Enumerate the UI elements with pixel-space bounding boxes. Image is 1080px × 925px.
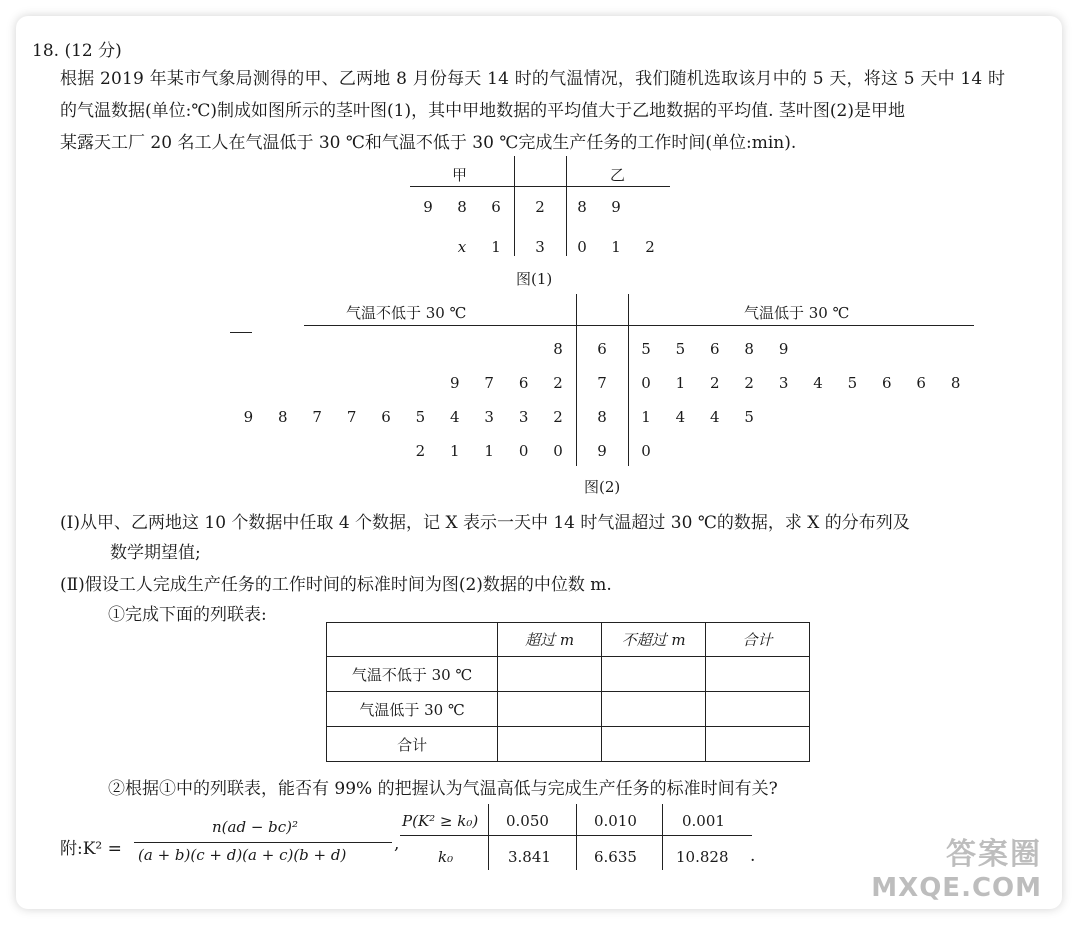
cv-divider-3 xyxy=(662,804,663,870)
leaf-right: 5 xyxy=(744,408,754,426)
p-row-label: P(K² ≥ k₀) xyxy=(402,812,479,830)
table-header-cell: 不超过 m xyxy=(602,623,706,657)
leaf-left: 6 xyxy=(381,408,391,426)
part2-line-1: (Ⅱ)假设工人完成生产任务的工作时间的标准时间为图(2)数据的中位数 m. xyxy=(60,575,612,595)
leaf-left: 5 xyxy=(415,408,426,426)
p-value-3: 0.001 xyxy=(682,812,725,830)
leaf-right: 0 xyxy=(641,442,651,460)
leaf-right: 6 xyxy=(916,374,926,392)
leaf-right: 2 xyxy=(744,374,754,392)
leaf-left: 0 xyxy=(553,442,563,460)
table-cell xyxy=(706,727,810,762)
intro-line-2: 的气温数据(单位:℃)制成如图所示的茎叶图(1)，其中甲地数据的平均值大于乙地数据的平均值. 茎叶图(2)是甲地 xyxy=(60,101,905,121)
problem-heading xyxy=(32,36,122,61)
fig1-caption: 图(1) xyxy=(516,270,553,288)
table-row xyxy=(327,727,810,762)
leaf-left: 8 xyxy=(278,408,288,426)
fig1-left-header: 甲 xyxy=(452,166,468,184)
fig2-divider-right xyxy=(628,294,629,466)
stem-value: 9 xyxy=(597,442,607,460)
table-row-label: 气温不低于 30 ℃ xyxy=(327,657,498,692)
leaf-right: 4 xyxy=(675,408,686,426)
leaf-left: 2 xyxy=(415,442,426,460)
watermark-logo xyxy=(871,829,1042,903)
fig1-divider-left xyxy=(514,156,515,256)
part1-line-2: 数学期望值; xyxy=(110,543,201,563)
leaf-right: 8 xyxy=(950,374,961,392)
table-cell xyxy=(706,692,810,727)
table-header-cell: 合计 xyxy=(706,623,810,657)
leaf-left: 8 xyxy=(553,340,563,358)
leaf-right: 4 xyxy=(813,374,823,392)
leaf-left: 4 xyxy=(450,408,460,426)
cv-divider-1 xyxy=(488,804,489,870)
leaf-right: 5 xyxy=(847,374,858,392)
leaf-right: 5 xyxy=(675,340,686,358)
table-row xyxy=(327,692,810,727)
k-row-label: k₀ xyxy=(438,848,454,866)
table-row-label: 气温低于 30 ℃ xyxy=(327,692,498,727)
leaf-right: 2 xyxy=(645,238,655,256)
part1-line-1: (Ⅰ)从甲、乙两地这 10 个数据中任取 4 个数据，记 X 表示一天中 14 时气温超过 30 ℃的数据，求 X 的分布列及 xyxy=(60,513,910,533)
k-value-1: 3.841 xyxy=(508,848,551,866)
leaf-left: 6 xyxy=(518,374,529,392)
part2-sub-1: ①完成下面的列联表: xyxy=(108,605,267,625)
p-value-1: 0.050 xyxy=(506,812,549,830)
cv-divider-2 xyxy=(576,804,577,870)
table-cell xyxy=(498,657,602,692)
fig2-left-header: 气温不低于 30 ℃ xyxy=(346,304,467,322)
fig1-header-rule xyxy=(410,186,670,187)
formula-label: 附:K² = xyxy=(60,839,122,859)
watermark-url: MXQE.COM xyxy=(871,873,1042,903)
p-value-2: 0.010 xyxy=(594,812,637,830)
table-cell xyxy=(706,657,810,692)
leaf-right: 2 xyxy=(710,374,720,392)
formula-denominator: (a + b)(c + d)(a + c)(b + d) xyxy=(138,846,347,864)
problem-points: (12 分) xyxy=(64,41,122,61)
contingency-table xyxy=(326,622,810,762)
stem-value: 6 xyxy=(597,340,607,358)
part2-sub-2: ②根据①中的列联表，能否有 99% 的把握认为气温高低与完成生产任务的标准时间有关? xyxy=(108,779,778,799)
leaf-left: x xyxy=(457,238,467,256)
k-value-2: 6.635 xyxy=(594,848,637,866)
leaf-left: 1 xyxy=(491,238,501,256)
leaf-right: 1 xyxy=(675,374,686,392)
stem-value: 8 xyxy=(597,408,607,426)
stem-value: 7 xyxy=(597,374,607,392)
table-row xyxy=(327,657,810,692)
table-row-label: 合计 xyxy=(327,727,498,762)
leaf-left: 9 xyxy=(423,198,433,216)
leaf-right: 9 xyxy=(778,340,789,358)
table-cell xyxy=(602,692,706,727)
problem-sheet xyxy=(16,16,1062,909)
leaf-right: 4 xyxy=(710,408,720,426)
leaf-right: 0 xyxy=(577,238,587,256)
fig2-header-rule xyxy=(304,325,974,326)
leaf-right: 6 xyxy=(882,374,892,392)
leaf-right: 9 xyxy=(611,198,621,216)
fig2-caption: 图(2) xyxy=(584,478,621,496)
leaf-right: 8 xyxy=(744,340,754,358)
leaf-left: 3 xyxy=(518,408,529,426)
leaf-left: 9 xyxy=(450,374,460,392)
problem-number: 18. xyxy=(32,41,60,61)
leaf-left: 7 xyxy=(484,374,494,392)
leaf-right: 1 xyxy=(611,238,621,256)
leaf-right: 0 xyxy=(641,374,651,392)
leaf-right: 8 xyxy=(577,198,587,216)
fig1-right-header: 乙 xyxy=(610,166,626,184)
table-cell xyxy=(602,727,706,762)
k-value-3: 10.828 xyxy=(676,848,729,866)
formula-numerator: n(ad − bc)² xyxy=(212,818,299,836)
stem-value: 2 xyxy=(535,198,545,216)
table-cell xyxy=(602,657,706,692)
leaf-left: 7 xyxy=(346,408,357,426)
leaf-right: 3 xyxy=(778,374,789,392)
fig2-divider-left xyxy=(576,294,577,466)
leaf-left: 0 xyxy=(518,442,529,460)
leaf-right: 1 xyxy=(641,408,651,426)
leaf-left: 9 xyxy=(243,408,254,426)
table-header-cell xyxy=(327,623,498,657)
leaf-left: 8 xyxy=(457,198,467,216)
table-header-cell: 超过 m xyxy=(498,623,602,657)
leaf-left: 2 xyxy=(553,408,563,426)
leaf-left: 1 xyxy=(450,442,460,460)
fig2-left-dash xyxy=(230,332,252,333)
leaf-left: 1 xyxy=(484,442,494,460)
formula-comma: , xyxy=(394,834,400,854)
intro-line-3: 某露天工厂 20 名工人在气温低于 30 ℃和气温不低于 30 ℃完成生产任务的工作时间(单位:min). xyxy=(60,133,797,153)
leaf-left: 2 xyxy=(553,374,563,392)
table-cell xyxy=(498,692,602,727)
intro-line-1: 根据 2019 年某市气象局测得的甲、乙两地 8 月份每天 14 时的气温情况，我们随机选取该月中的 5 天，将这 5 天中 14 时 xyxy=(60,69,1006,89)
formula-period: . xyxy=(750,846,756,866)
leaf-left: 6 xyxy=(491,198,501,216)
stem-value: 3 xyxy=(535,238,545,256)
leaf-right: 6 xyxy=(710,340,720,358)
leaf-right: 5 xyxy=(641,340,651,358)
fig2-right-header: 气温低于 30 ℃ xyxy=(744,304,850,322)
leaf-left: 3 xyxy=(484,408,494,426)
table-header-row xyxy=(327,623,810,657)
watermark-title: 答案圈 xyxy=(946,837,1042,872)
leaf-left: 7 xyxy=(312,408,322,426)
table-cell xyxy=(498,727,602,762)
fig1-divider-right xyxy=(566,156,567,256)
fraction-bar xyxy=(134,842,392,843)
